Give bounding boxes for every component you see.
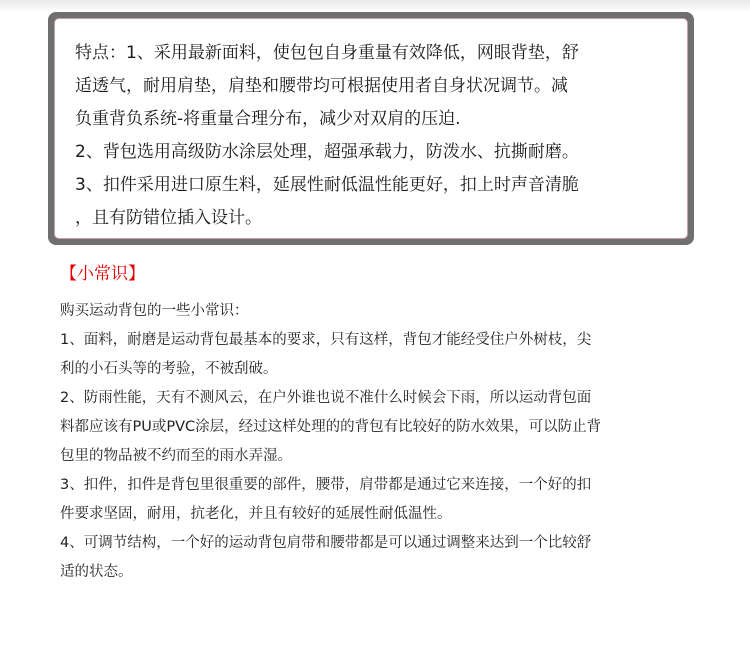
tips-line: 包里的物品被不约而至的雨水弄湿。	[60, 448, 292, 464]
feature-line: 2、背包选用高级防水涂层处理，超强承载力，防泼水、抗撕耐磨。	[75, 142, 579, 162]
feature-line: 特点：1、采用最新面料，使包包自身重量有效降低，网眼背垫，舒	[75, 43, 579, 63]
tips-line: 适的状态。	[60, 564, 133, 580]
tips-line: 件要求坚固，耐用，抗老化，并且有较好的延展性耐低温性。	[60, 506, 452, 522]
tips-intro: 购买运动背包的一些小常识：	[60, 303, 249, 319]
feature-line: 负重背负系统-将重量合理分布，减少对双肩的压迫.	[75, 109, 461, 129]
tips-line: 利的小石头等的考验，不被刮破。	[60, 361, 278, 377]
tips-line: 料都应该有PU或PVC涂层，经过这样处理的的背包有比较好的防水效果，可以防止背	[60, 419, 602, 435]
feature-box	[48, 12, 694, 245]
tips-line: 2、防雨性能，天有不测风云，在户外谁也说不准什么时候会下雨，所以运动背包面	[60, 390, 592, 406]
feature-line: ，且有防错位插入设计。	[75, 208, 262, 228]
feature-line: 3、扣件采用进口原生料，延展性耐低温性能更好，扣上时声音清脆	[75, 175, 579, 195]
tips-body	[60, 297, 720, 587]
tips-line: 4、可调节结构，一个好的运动背包肩带和腰带都是可以通过调整来达到一个比较舒	[60, 535, 592, 551]
feature-content	[54, 18, 688, 239]
tips-heading: 【小常识】	[60, 264, 145, 284]
tips-line: 1、面料，耐磨是运动背包最基本的要求，只有这样，背包才能经受住户外树枝，尖	[60, 332, 592, 348]
feature-line: 适透气，耐用肩垫，肩垫和腰带均可根据使用者自身状况调节。减	[75, 76, 568, 96]
top-shadow	[0, 0, 750, 12]
tips-line: 3、扣件，扣件是背包里很重要的部件，腰带，肩带都是通过它来连接，一个好的扣	[60, 477, 592, 493]
